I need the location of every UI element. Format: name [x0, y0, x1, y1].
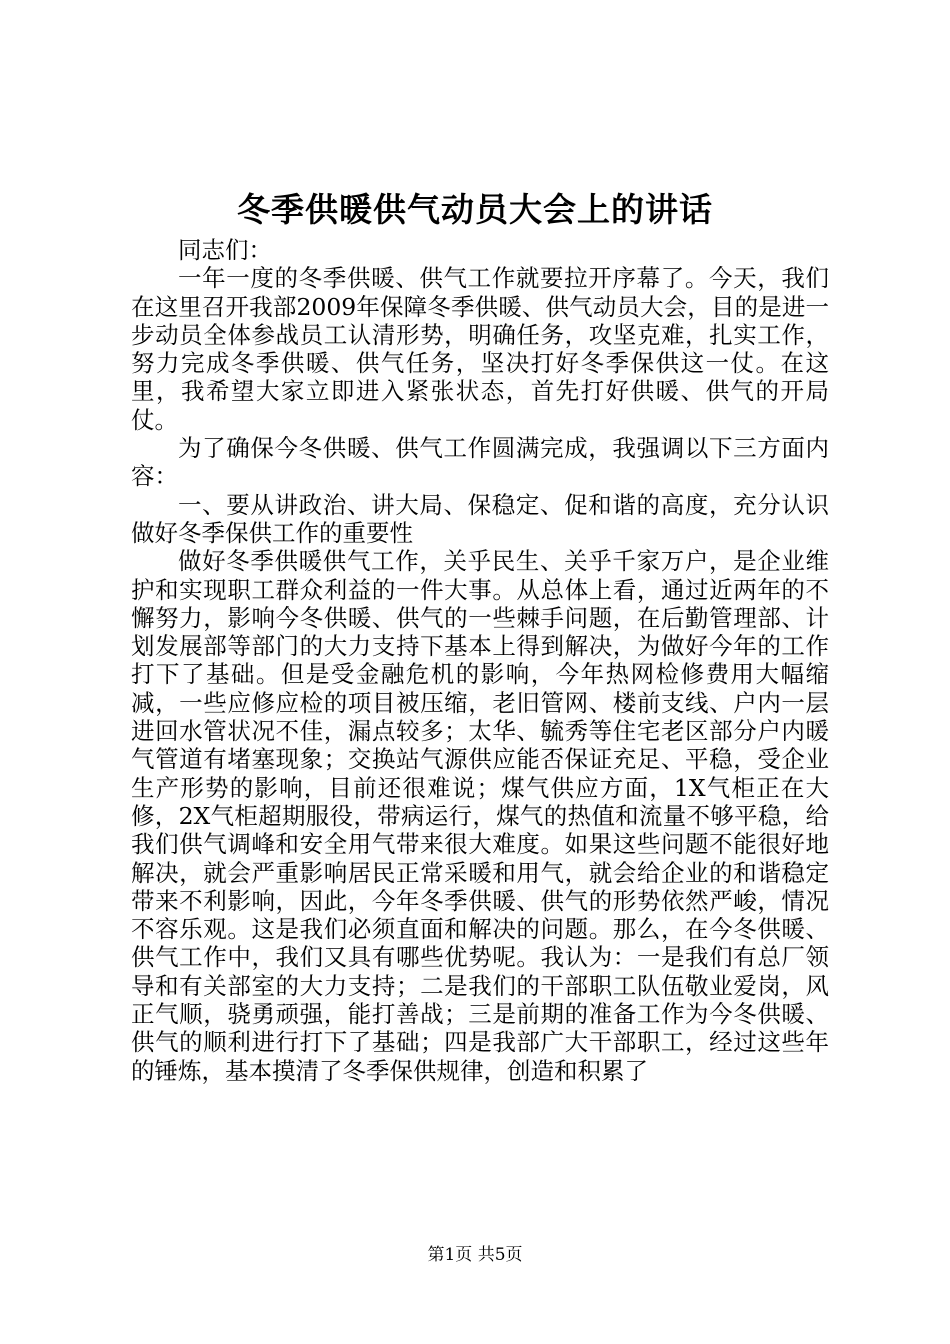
section-heading: 一、要从讲政治、讲大局、保稳定、促和谐的高度，充分认识做好冬季保供工作的重要性 [131, 490, 829, 547]
body-paragraph: 一年一度的冬季供暖、供气工作就要拉开序幕了。今天，我们在这里召开我部2009年保障冬季供暖、供气动员大会，目的是进一步动员全体参战员工认清形势，明确任务，攻坚克难，扎实工作，努力完成冬季供暖、供气任务，坚决打好冬季保供这一仗。在这里，我希望大家立即进入紧张状态，首先打好供暖、供气的开局仗。 [131, 264, 829, 434]
body-paragraph: 做好冬季供暖供气工作，关乎民生、关乎千家万户，是企业维护和实现职工群众利益的一件大事。从总体上看，通过近两年的不懈努力，影响今冬供暖、供气的一些棘手问题，在后勤管理部、计划发展部等部门的大力支持下基本上得到解决，为做好今年的工作打下了基础。但是受金融危机的影响，今年热网检修费用大幅缩减，一些应修应检的项目被压缩，老旧管网、楼前支线、户内一层进回水管状况不佳，漏点较多；太华、毓秀等住宅老区部分户内暖气管道有堵塞现象；交换站气源供应能否保证充足、平稳，受企业生产形势的影响，目前还很难说；煤气供应方面，1X气柜正在大修，2X气柜超期服役，带病运行，煤气的热值和流量不够平稳，给我们供气调峰和安全用气带来很大难度。如果这些问题不能很好地解决，就会严重影响居民正常采暖和用气，就会给企业的和谐稳定带来不利影响，因此，今年冬季供暖、供气的形势依然严峻，情况不容乐观。这是我们必须直面和解决的问题。那么，在今冬供暖、供气工作中，我们又具有哪些优势呢。我认为：一是我们有总厂领导和有关部室的大力支持；二是我们的干部职工队伍敬业爱岗，风正气顺，骁勇顽强，能打善战；三是前期的准备工作为今冬供暖、供气的顺利进行打下了基础；四是我部广大干部职工，经过这些年的锤炼，基本摸清了冬季保供规律，创造和积累了 [131, 547, 829, 1085]
document-body [131, 236, 829, 1085]
body-paragraph: 为了确保今冬供暖、供气工作圆满完成，我强调以下三方面内容： [131, 434, 829, 491]
page-number-footer: 第1页 共5页 [427, 1245, 523, 1265]
salutation-paragraph: 同志们： [178, 236, 272, 264]
document-title: 冬季供暖供气动员大会上的讲话 [237, 190, 713, 229]
